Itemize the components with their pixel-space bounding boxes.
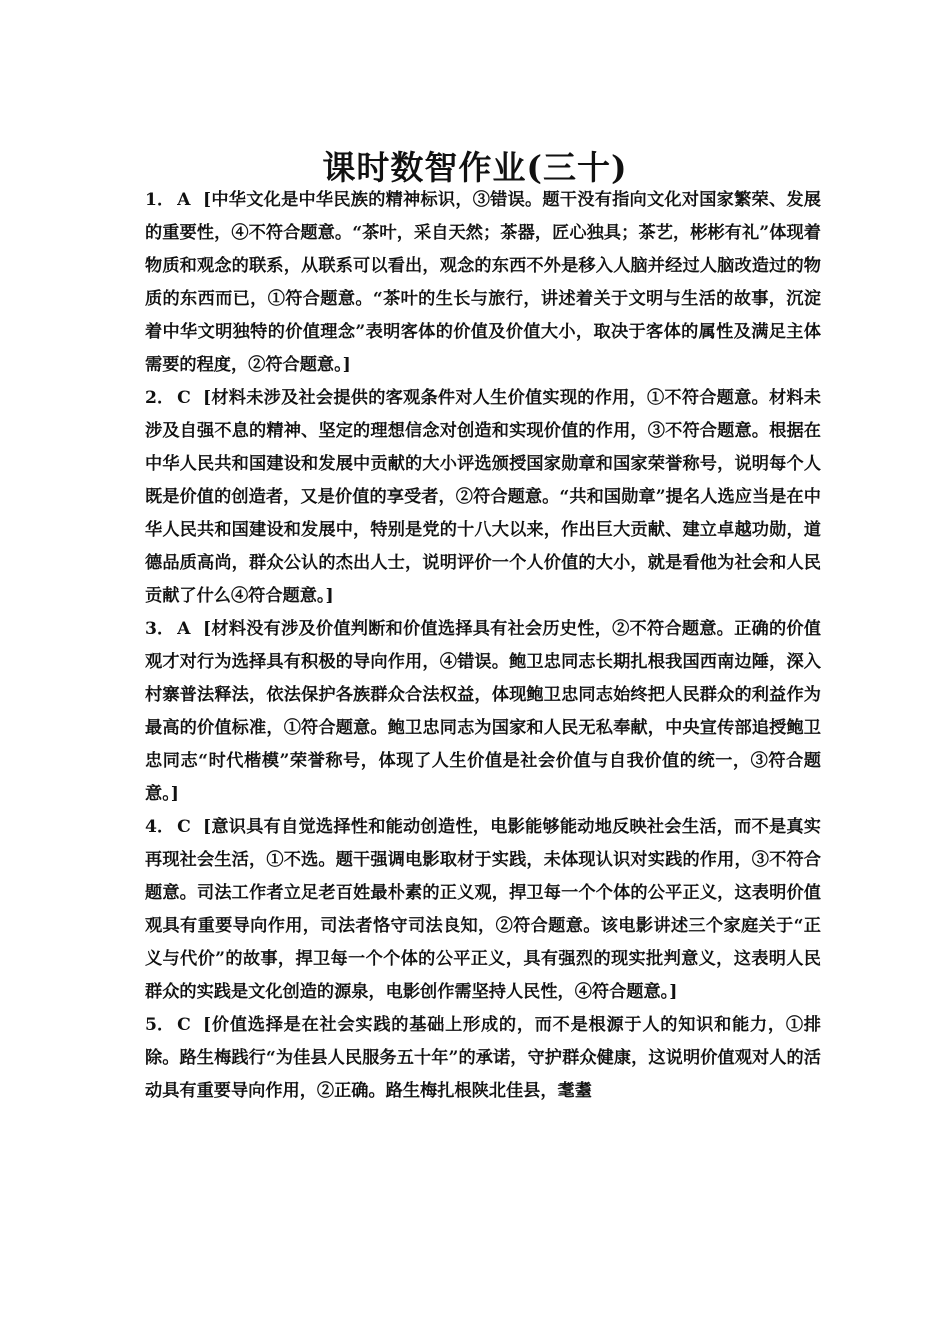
answer-explanation: [中华文化是中华民族的精神标识，③错误。题干没有指向文化对国家繁荣、发展的重要性，④不符合题意。“茶叶，采自天然；茶器，匠心独具；茶艺，彬彬有礼”体现着物质和观念的联系，从联系可以看出，观念的东西不外是移入人脑并经过人脑改造过的物质的东西而已，①符合题意。“茶叶的生长与旅行，讲述着关于文明与生活的故事，沉淀着中华文明独特的价值理念”表明客体的价值及价值大小，取决于客体的属性及满足主体需要的程度，②符合题意。] [145, 190, 821, 375]
answer-choice: C [177, 817, 191, 837]
answer-explanation: [价值选择是在社会实践的基础上形成的，而不是根源于人的知识和能力，①排除。路生梅践行“为佳县人民服务五十年”的承诺，守护群众健康，这说明价值观对人的活动具有重要导向作用，②正确。路生梅扎根陕北佳县，耄耋 [145, 1015, 821, 1101]
answer-explanation: [意识具有自觉选择性和能动创造性，电影能够能动地反映社会生活，而不是真实再现社会生活，①不选。题干强调电影取材于实践，未体现认识对实践的作用，③不符合题意。司法工作者立足老百姓最朴素的正义观，捍卫每一个个体的公平正义，这表明价值观具有重要导向作用，司法者恪守司法良知，②符合题意。该电影讲述三个家庭关于“正义与代价”的故事，捍卫每一个个体的公平正义，具有强烈的现实批判意义，这表明人民群众的实践是文化创造的源泉，电影创作需坚持人民性，④符合题意。] [145, 817, 821, 1002]
answer-number: 3． [145, 619, 175, 639]
answer-number: 1． [145, 190, 175, 210]
answer-explanation: [材料没有涉及价值判断和价值选择具有社会历史性，②不符合题意。正确的价值观才对行为选择具有积极的导向作用，④错误。鲍卫忠同志长期扎根我国西南边陲，深入村寨普法释法，依法保护各族群众合法权益，体现鲍卫忠同志始终把人民群众的利益作为最高的价值标准，①符合题意。鲍卫忠同志为国家和人民无私奉献，中央宣传部追授鲍卫忠同志“时代楷模”荣誉称号，体现了人生价值是社会价值与自我价值的统一，③符合题意。] [145, 619, 821, 804]
answer-number: 5． [145, 1015, 175, 1035]
answer-item [145, 1009, 821, 1108]
answer-choice: C [177, 1015, 191, 1035]
answer-number: 2． [145, 388, 175, 408]
answer-item [145, 184, 821, 382]
answer-number: 4． [145, 817, 175, 837]
answer-choice: C [177, 388, 191, 408]
answer-item [145, 811, 821, 1009]
page-title: 课时数智作业(三十) [322, 148, 628, 188]
answer-choice: A [177, 619, 191, 639]
answer-choice: A [177, 190, 191, 210]
answer-item [145, 613, 821, 811]
answer-explanation: [材料未涉及社会提供的客观条件对人生价值实现的作用，①不符合题意。材料未涉及自强不息的精神、坚定的理想信念对创造和实现价值的作用，③不符合题意。根据在中华人民共和国建设和发展中贡献的大小评选颁授国家勋章和国家荣誉称号，说明每个人既是价值的创造者，又是价值的享受者，②符合题意。“共和国勋章”提名人选应当是在中华人民共和国建设和发展中，特别是党的十八大以来，作出巨大贡献、建立卓越功勋，道德品质高尚，群众公认的杰出人士，说明评价一个人价值的大小，就是看他为社会和人民贡献了什么④符合题意。] [145, 388, 821, 606]
answer-list [145, 184, 821, 1108]
answer-item [145, 382, 821, 613]
